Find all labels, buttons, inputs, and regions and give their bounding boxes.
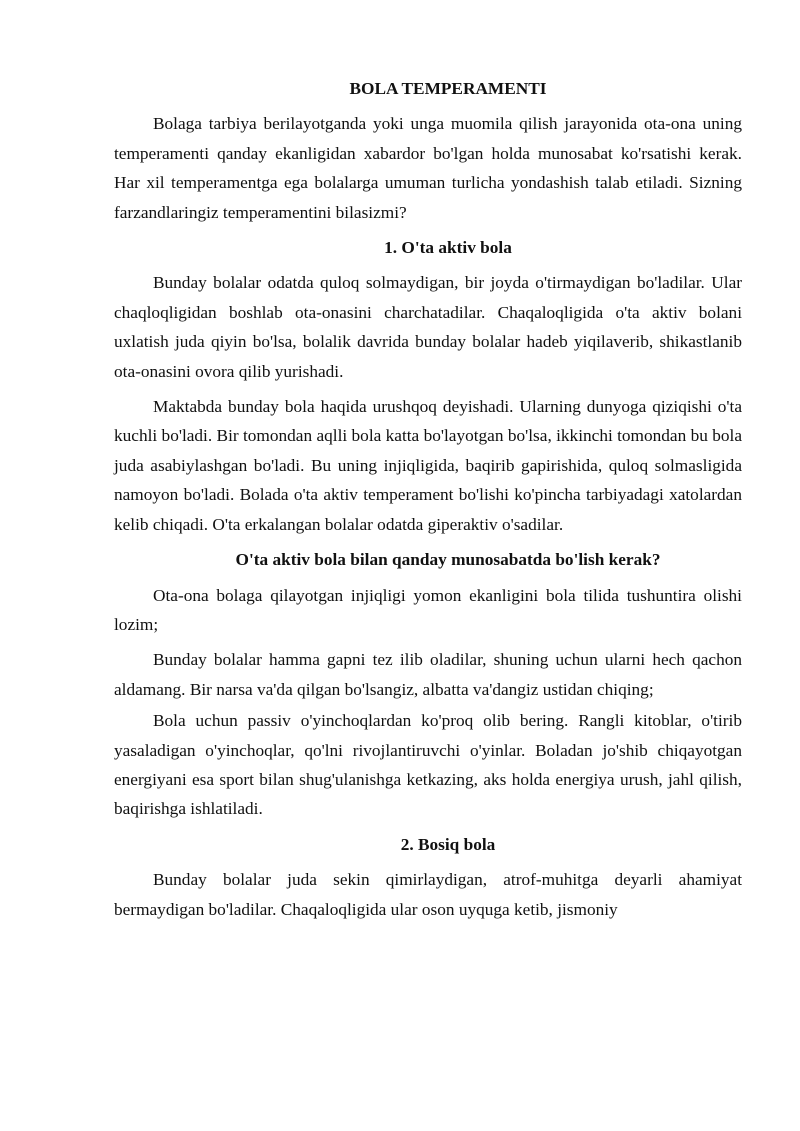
paragraph: Bunday bolalar juda sekin qimirlaydigan, atrof-muhitga deyarli ahamiyat bermaydigan bo'ladilar. Chaqaloqligida ular oson uyquga ketib, jismoniy [114,870,742,919]
intro-paragraph: Bolaga tarbiya berilayotganda yoki unga muomila qilish jarayonida ota-ona uning temperamenti qanday ekanligidan xabardor bo'lgan holda munosabat ko'rsatishi kerak. Har xil temperamentga ega bolalarga umuman turlicha yondashish talab etiladi. Sizning farzandlaringiz temperamentini bilasizmi? [114,114,742,222]
paragraph: Ota-ona bolaga qilayotgan injiqligi yomon ekanligini bola tilida tushuntira olishi lozim; [114,585,742,634]
document-title: BOLA TEMPERAMENTI [349,79,547,98]
paragraph: Bola uchun passiv o'yinchoqlardan ko'proq olib bering. Rangli kitoblar, o'tirib yasaladigan o'yinchoqlar, qo'lni rivojlantiruvchi o'yinlar. Boladan jo'shib chiqayotgan energiyani esa sport bilan shug'ulanishga ketkazing, aks holda energiya urush, jahl qilish, baqirishga ishlatiladi. [114,711,742,819]
section-heading-calm-child: 2. Bosiq bola [400,834,496,854]
section-heading-how-to-treat: O'ta aktiv bola bilan qanday munosabatda bo'lish kerak? [235,550,661,570]
document-body [114,74,742,930]
paragraph: Bunday bolalar odatda quloq solmaydigan, bir joyda o'tirmaydigan bo'ladilar. Ular chaqloqligidan boshlab ota-onasini charchatadilar. Chaqaloqligida o'ta aktiv bolani uxlatish juda qiyin bo'lsa, bolalik davrida bunday bolalar hadeb yiqilaverib, shikastlanib ota-onasini ovora qilib yurishadi. [114,273,742,381]
paragraph: Bunday bolalar hamma gapni tez ilib oladilar, shuning uchun ularni hech qachon aldamang. Bir narsa va'da qilgan bo'lsangiz, albatta va'dangiz ustidan chiqing; [114,650,742,699]
paragraph: Maktabda bunday bola haqida urushqoq deyishadi. Ularning dunyoga qiziqishi o'ta kuchli bo'ladi. Bir tomondan aqlli bola katta bo'layotgan bo'lsa, ikkinchi tomondan bu bola juda asabiylashgan bo'ladi. Bu uning injiqligida, baqirib gapirishida, quloq solmasligida namoyon bo'ladi. Bolada o'ta aktiv temperament bo'lishi ko'pincha tarbiyadagi xatolardan kelib chiqadi. O'ta erkalangan bolalar odatda giperaktiv o'sadilar. [114,397,742,534]
section-heading-active-child: 1. O'ta aktiv bola [384,238,512,258]
